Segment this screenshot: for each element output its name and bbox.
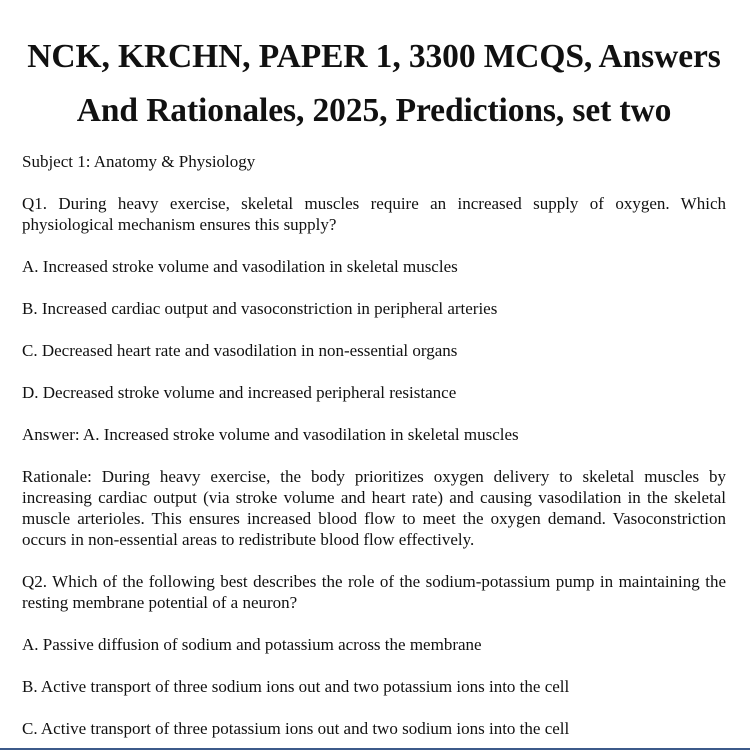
document-title [22,30,726,138]
q1-rationale: Rationale: During heavy exercise, the body prioritizes oxygen delivery to skeletal muscles by increasing cardiac output (via stroke volume and heart rate) and causing vasodilation in the skeletal muscle arterioles. This ensures increased blood flow to meet the oxygen demand. Vasoconstriction occurs in non-essential areas to redistribute blood flow effectively. [22,467,726,549]
q1-option-d: D. Decreased stroke volume and increased peripheral resistance [22,383,457,402]
subject-heading: Subject 1: Anatomy & Physiology [22,152,256,171]
q1-option-a: A. Increased stroke volume and vasodilation in skeletal muscles [22,257,458,276]
q1-option-c: C. Decreased heart rate and vasodilation in non-essential organs [22,341,458,360]
title-line-1: NCK, KRCHN, PAPER 1, 3300 MCQS, Answers [27,38,721,75]
q2-question: Q2. Which of the following best describes the role of the sodium-potassium pump in maintaining the resting membrane potential of a neuron? [22,572,726,612]
q1-question: Q1. During heavy exercise, skeletal muscles require an increased supply of oxygen. Which physiological mechanism ensures this supply? [22,194,726,234]
q2-option-b: B. Active transport of three sodium ions out and two potassium ions into the cell [22,677,570,696]
title-line-2: And Rationales, 2025, Predictions, set two [76,92,672,129]
q1-option-b: B. Increased cardiac output and vasoconstriction in peripheral arteries [22,299,498,318]
q2-option-c: C. Active transport of three potassium ions out and two sodium ions into the cell [22,719,570,738]
q1-answer: Answer: A. Increased stroke volume and vasodilation in skeletal muscles [22,425,519,444]
q2-option-a: A. Passive diffusion of sodium and potassium across the membrane [22,635,482,654]
